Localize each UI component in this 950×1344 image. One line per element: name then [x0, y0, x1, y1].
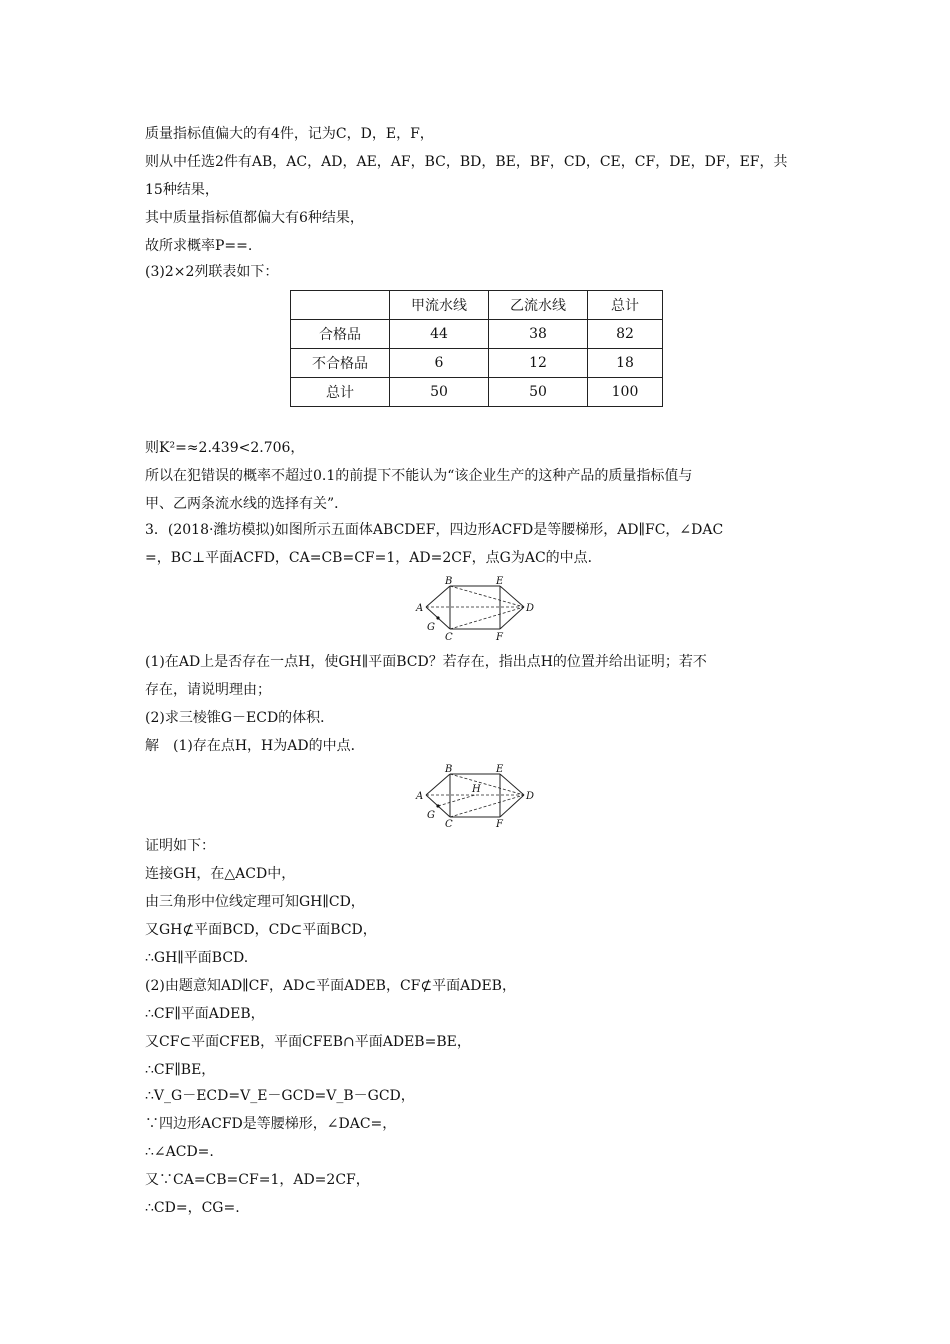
table-header-row: [291, 291, 663, 320]
text-line: ∵四边形ACFD是等腰梯形，∠DAC=，: [145, 1116, 397, 1132]
text-line: ∴CD=，CG=.: [145, 1200, 240, 1216]
text-line: ∴GH∥平面BCD.: [145, 950, 249, 966]
text-line: ∴V_G－ECD=V_E－GCD=V_B－GCD，: [145, 1088, 415, 1104]
table-cell: [291, 291, 390, 320]
text-line: (1)在AD上是否存在一点H，使GH∥平面BCD？若存在，指出点H的位置并给出证明；若不: [145, 654, 707, 670]
text-line: 3．(2018·潍坊模拟)如图所示五面体ABCDEF，四边形ACFD是等腰梯形，AD∥FC，∠DAC: [145, 522, 724, 538]
text-line: 又CF⊂平面CFEB，平面CFEB∩平面ADEB=BE，: [145, 1034, 471, 1050]
table-row: [291, 378, 663, 407]
text-line: 则K²=≈2.439<2.706，: [145, 440, 305, 456]
figure-label: H: [472, 784, 481, 795]
contingency-table: [290, 290, 663, 407]
table-cell: 44: [390, 320, 489, 349]
table-cell: 12: [489, 349, 588, 378]
figure-label: G: [427, 810, 435, 821]
text-line: 解 (1)存在点H，H为AD的中点．: [145, 738, 365, 754]
figure-label: F: [496, 819, 503, 828]
figure-label: B: [445, 576, 453, 587]
table-cell: 38: [489, 320, 588, 349]
text-line: 连接GH，在△ACD中，: [145, 866, 296, 882]
text-line: (3)2×2列联表如下：: [145, 264, 279, 280]
text-line: ∴CF∥平面ADEB，: [145, 1006, 265, 1022]
table-cell: 82: [588, 320, 663, 349]
text-line: 证明如下：: [145, 838, 215, 854]
text-line: 所以在犯错误的概率不超过0.1的前提下不能认为“该企业生产的这种产品的质量指标值与: [145, 468, 693, 484]
text-line: 又GH⊄平面BCD，CD⊂平面BCD，: [145, 922, 377, 938]
text-line: 存在，请说明理由；: [145, 682, 271, 698]
text-line: 其中质量指标值都偏大有6种结果，: [145, 210, 364, 226]
text-line: 质量指标值偏大的有4件，记为C，D，E，F，: [145, 126, 434, 142]
text-line: 15种结果，: [145, 182, 219, 198]
figure-label: C: [445, 632, 453, 642]
figure-label: A: [416, 603, 424, 614]
table-cell: 乙流水线: [489, 291, 588, 320]
table-row: [291, 320, 663, 349]
text-line: ∴∠ACD=.: [145, 1144, 214, 1160]
figure-label: G: [427, 622, 435, 633]
text-line: 故所求概率P==.: [145, 238, 253, 254]
table-cell: 合格品: [291, 320, 390, 349]
figure-label: A: [416, 791, 424, 802]
point-g: [436, 616, 439, 619]
figure-label: B: [445, 764, 453, 775]
figure-label: F: [496, 632, 503, 642]
table-cell: 甲流水线: [390, 291, 489, 320]
table-cell: 6: [390, 349, 489, 378]
figure-label: C: [445, 819, 453, 828]
text-line: (2)求三棱锥G－ECD的体积．: [145, 710, 335, 726]
table-cell: 50: [489, 378, 588, 407]
table-cell: 总计: [291, 378, 390, 407]
figure-label: D: [526, 791, 535, 802]
table-cell: 100: [588, 378, 663, 407]
table-cell: 总计: [588, 291, 663, 320]
text-line: =，BC⊥平面ACFD，CA=CB=CF=1，AD=2CF，点G为AC的中点．: [145, 550, 602, 566]
table-row: [291, 349, 663, 378]
figure-label: E: [496, 576, 504, 587]
point-g: [436, 804, 439, 807]
figure-label: E: [496, 764, 504, 775]
text-line: (2)由题意知AD∥CF，AD⊂平面ADEB，CF⊄平面ADEB，: [145, 978, 516, 994]
text-line: ∴CF∥BE，: [145, 1062, 216, 1078]
table-cell: 18: [588, 349, 663, 378]
pentahedron-figure-2: [412, 762, 542, 828]
text-line: 甲、乙两条流水线的选择有关”．: [145, 496, 349, 512]
text-line: 又∵CA=CB=CF=1，AD=2CF，: [145, 1172, 370, 1188]
figure-label: D: [526, 603, 535, 614]
pentahedron-figure-1: [412, 574, 542, 642]
table-cell: 不合格品: [291, 349, 390, 378]
table-cell: 50: [390, 378, 489, 407]
text-line: 由三角形中位线定理可知GH∥CD，: [145, 894, 365, 910]
text-line: 则从中任选2件有AB，AC，AD，AE，AF，BC，BD，BE，BF，CD，CE，CF，DE，DF，EF，共: [145, 154, 788, 170]
